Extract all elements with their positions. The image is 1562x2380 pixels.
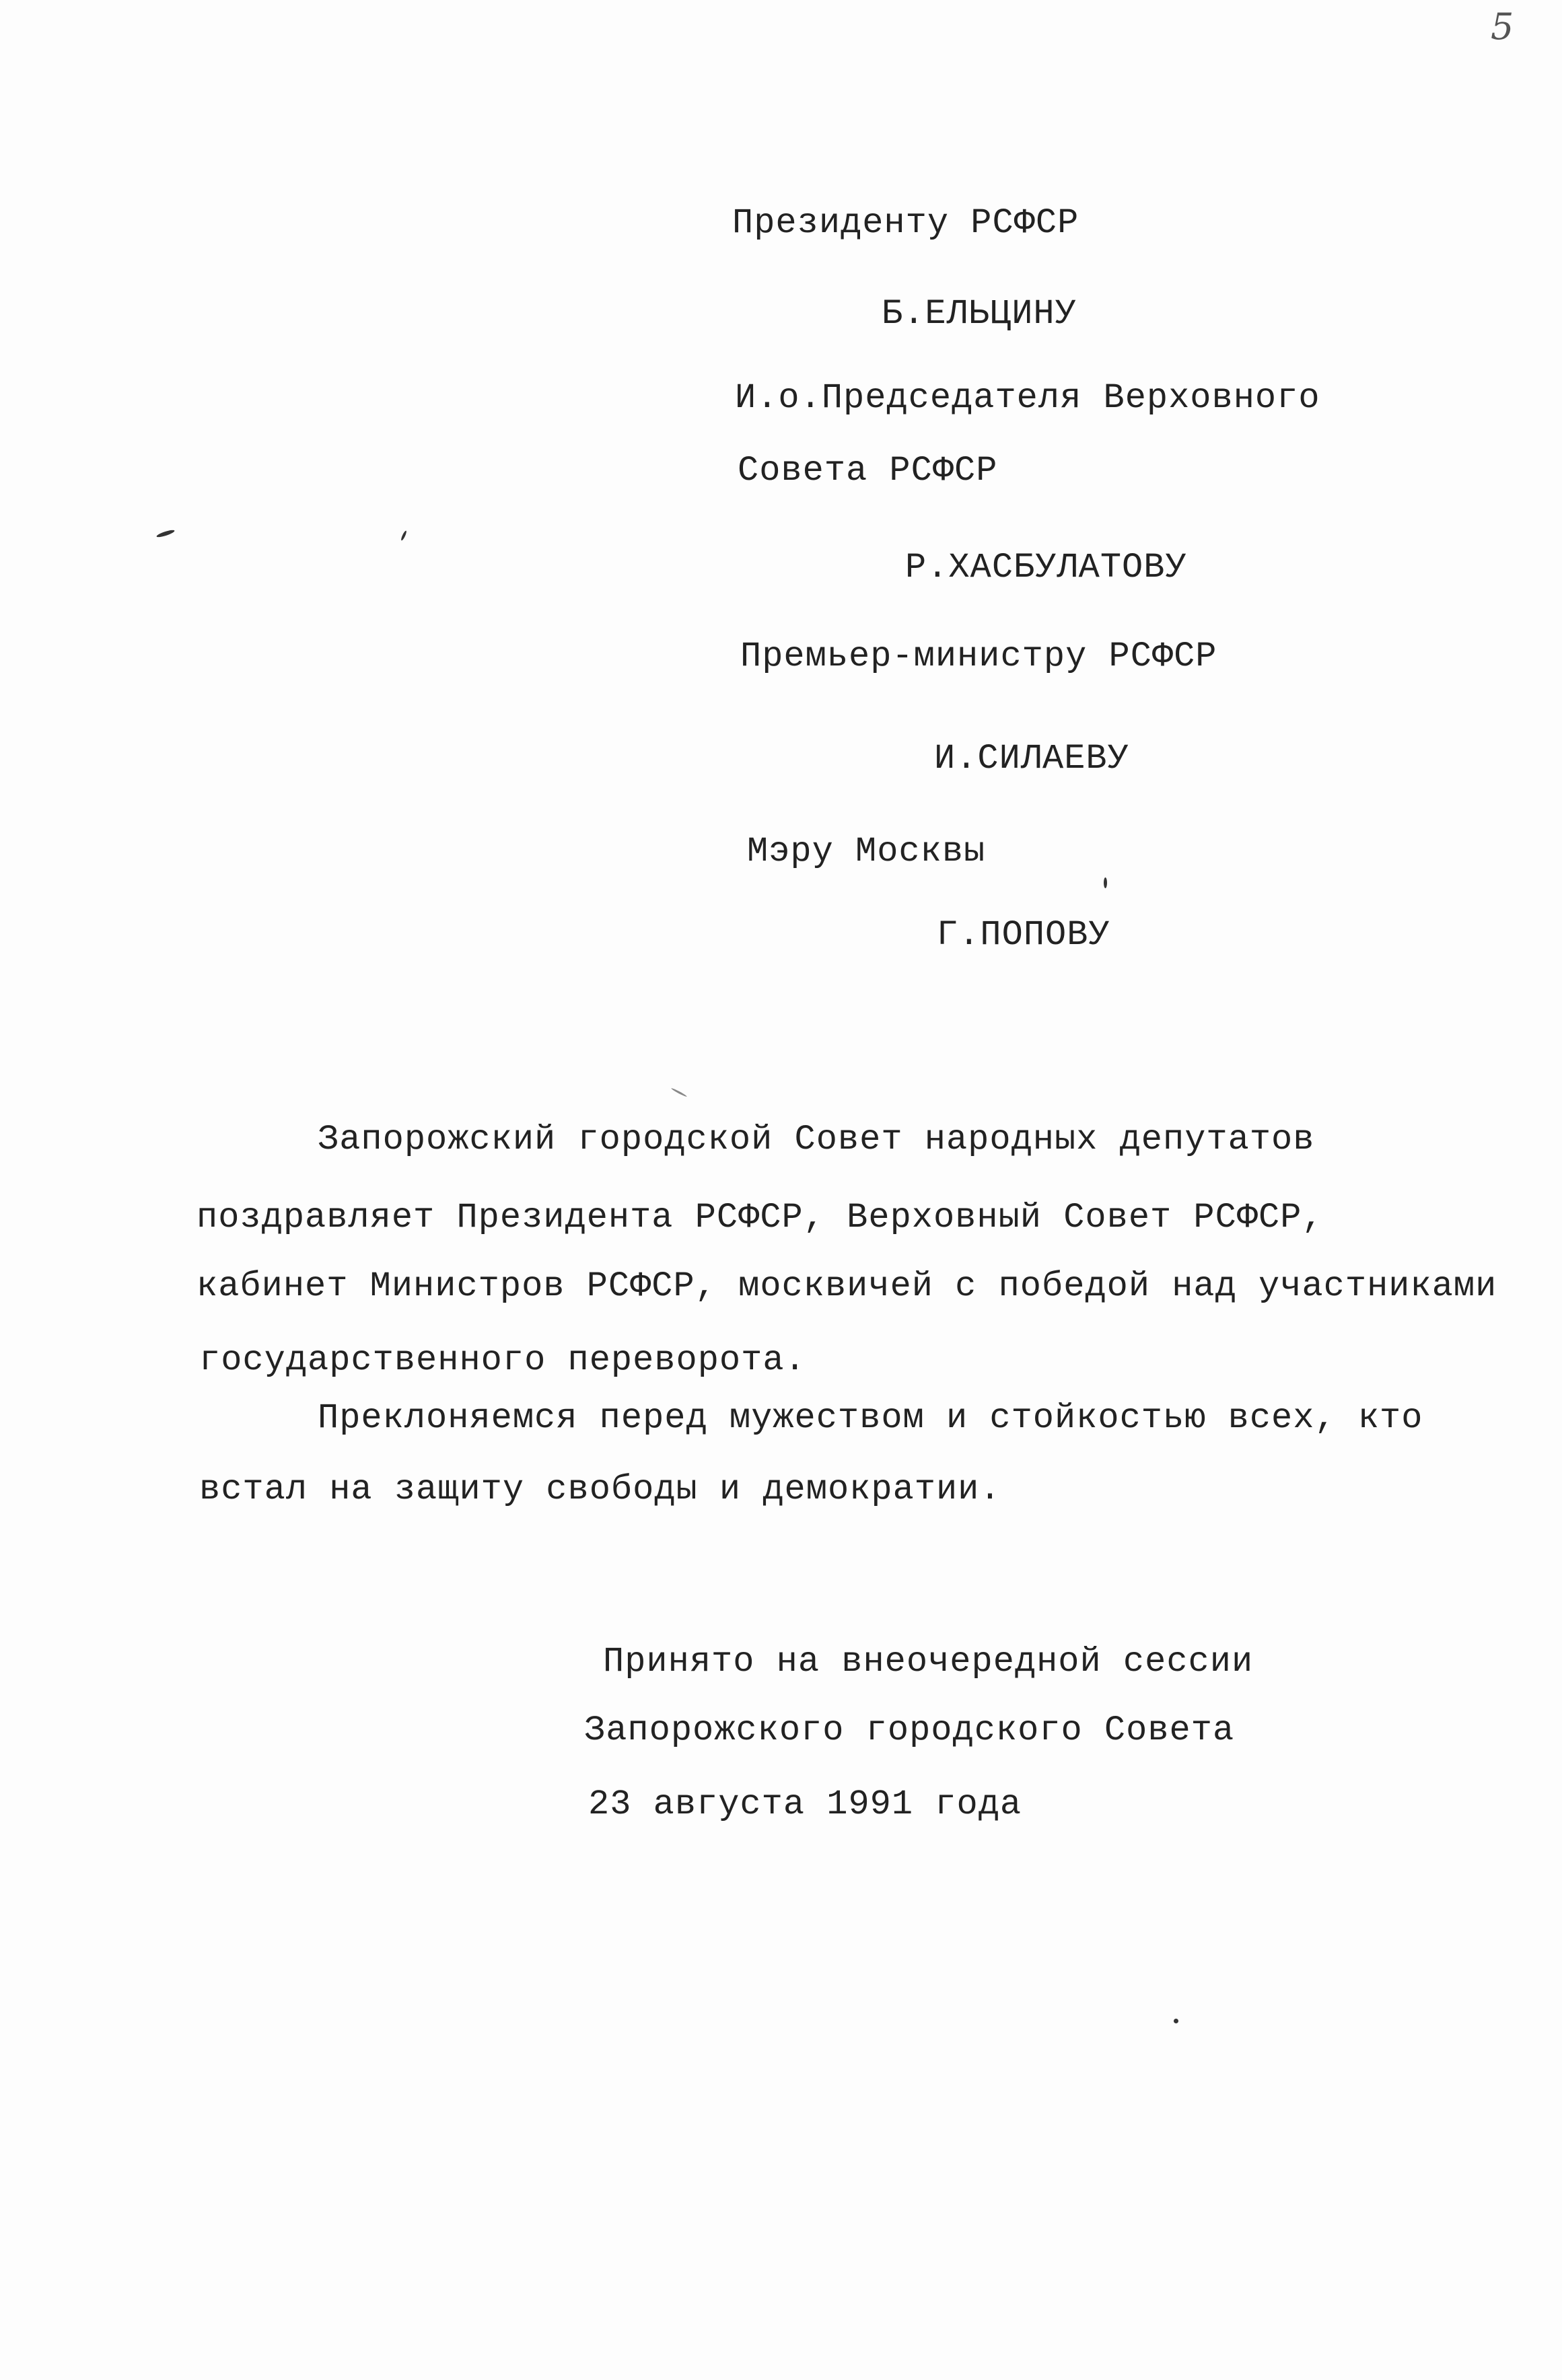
- page-number: 5: [1491, 5, 1514, 48]
- addressee-line-president: Президенту РСФСР: [732, 203, 1079, 243]
- scan-speck: [1174, 2019, 1178, 2023]
- body-line-1: Запорожский городской Совет народных депутатов: [318, 1120, 1315, 1159]
- body-line-5: Преклоняемся перед мужеством и стойкостью всех, кто: [318, 1398, 1423, 1438]
- body-line-3: кабинет Министров РСФСР, москвичей с победой над участниками: [197, 1266, 1497, 1306]
- addressee-line-silaev: И.СИЛАЕВУ: [934, 739, 1129, 779]
- body-line-4: государственного переворота.: [199, 1340, 806, 1380]
- body-line-2: поздравляет Президента РСФСР, Верховный Совет РСФСР,: [197, 1198, 1324, 1237]
- addressee-line-popov: Г.ПОПОВУ: [937, 915, 1110, 955]
- addressee-line-khasbulatov: Р.ХАСБУЛАТОВУ: [905, 548, 1187, 587]
- footer-line-session: Принято на внеочередной сессии: [603, 1642, 1254, 1682]
- addressee-line-yeltsin: Б.ЕЛЬЦИНУ: [882, 294, 1077, 334]
- body-line-6: встал на защиту свободы и демократии.: [199, 1470, 1001, 1509]
- footer-line-date: 23 августа 1991 года: [588, 1784, 1022, 1824]
- addressee-line-mayor: Мэру Москвы: [747, 832, 986, 871]
- addressee-line-premier: Премьер-министру РСФСР: [740, 637, 1217, 676]
- addressee-line-supreme-soviet: Совета РСФСР: [738, 451, 998, 491]
- scan-speck: [400, 530, 407, 541]
- scan-speck: [671, 1087, 687, 1097]
- scan-speck: [156, 529, 175, 538]
- scan-speck: [1104, 877, 1107, 888]
- addressee-line-supreme-soviet-chair: И.о.Председателя Верховного: [735, 378, 1320, 418]
- footer-line-council: Запорожского городского Совета: [584, 1710, 1235, 1750]
